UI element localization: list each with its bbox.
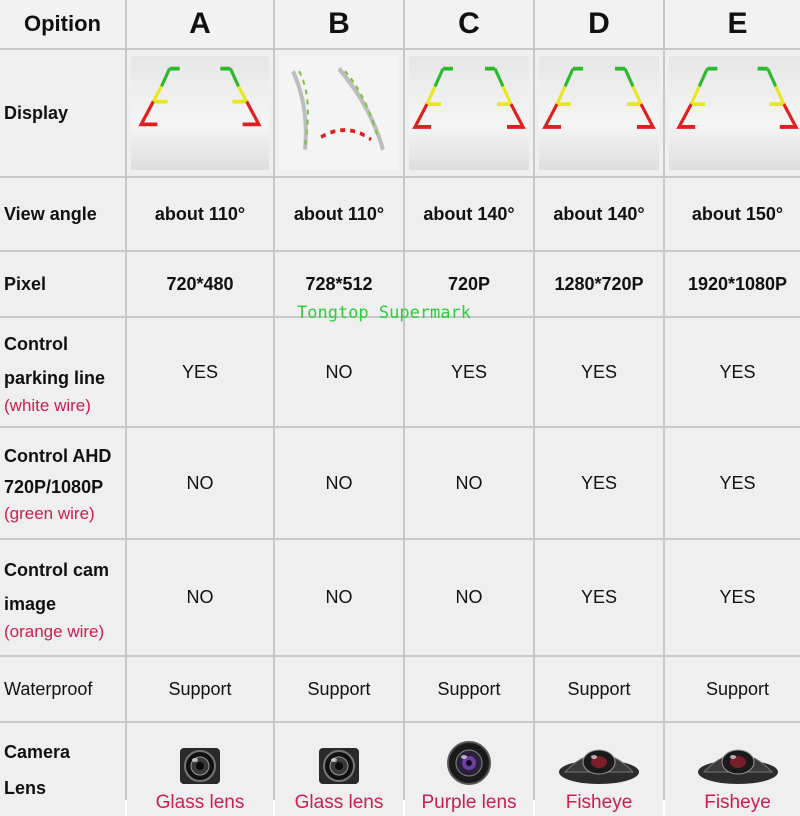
cam-image-c: NO [405, 540, 533, 655]
row-label-camera-lens [0, 723, 125, 816]
row-label-ahd [0, 428, 125, 538]
lens-type: Fisheye [704, 792, 771, 813]
header-corner: Opition [0, 0, 125, 48]
parking-guide-image [669, 56, 800, 170]
view-angle-a: about 110° [127, 178, 273, 250]
parking-line-c: YES [405, 318, 533, 426]
pixel-b: 728*512 [275, 252, 403, 316]
wire-note: (orange wire) [4, 621, 105, 641]
waterproof-c: Support [405, 657, 533, 721]
lens-e [665, 723, 800, 816]
wire-note: (green wire) [4, 504, 95, 523]
parking-line-e: YES [665, 318, 800, 426]
cam-image-d: YES [535, 540, 663, 655]
parking-line-a: YES [127, 318, 273, 426]
waterproof-d: Support [535, 657, 663, 721]
ahd-e: YES [665, 428, 800, 538]
label-line: Control cam [4, 559, 110, 580]
label-line: Camera [4, 741, 71, 762]
label-line: Control AHD [4, 446, 112, 466]
fisheye-lens-icon [696, 742, 780, 786]
display-preview-b [275, 50, 403, 176]
lens-c [405, 723, 533, 816]
glass-lens-icon [317, 746, 361, 786]
pixel-a: 720*480 [127, 252, 273, 316]
row-label-parking-line [0, 318, 125, 426]
lens-a [127, 723, 273, 816]
watermark-text: Tongtop Supermark [297, 303, 471, 323]
header-option-a: A [127, 0, 273, 48]
lens-type: Purple lens [421, 792, 517, 813]
header-option-e: E [665, 0, 800, 48]
label-line: image [4, 593, 57, 614]
view-angle-b: about 110° [275, 178, 403, 250]
pixel-e: 1920*1080P [665, 252, 800, 316]
display-preview-c [405, 50, 533, 176]
label-line: Control [4, 334, 68, 354]
view-angle-c: about 140° [405, 178, 533, 250]
purple-lens-icon [443, 740, 495, 786]
ahd-c: NO [405, 428, 533, 538]
cam-image-a: NO [127, 540, 273, 655]
waterproof-b: Support [275, 657, 403, 721]
header-option-b: B [275, 0, 403, 48]
parking-guide-image [539, 56, 659, 170]
label-line: 720P/1080P [4, 477, 104, 497]
view-angle-e: about 150° [665, 178, 800, 250]
lens-type: Fisheye [565, 792, 633, 813]
lens-type: Glass lens [294, 792, 384, 813]
row-label-view-angle: View angle [0, 178, 125, 250]
parking-guide-image [409, 56, 529, 170]
ahd-d: YES [535, 428, 663, 538]
view-angle-d: about 140° [535, 178, 663, 250]
display-preview-d [535, 50, 663, 176]
header-option-d: D [535, 0, 663, 48]
parking-line-d: YES [535, 318, 663, 426]
waterproof-a: Support [127, 657, 273, 721]
lens-b [275, 723, 403, 816]
header-option-c: C [405, 0, 533, 48]
ahd-b: NO [275, 428, 403, 538]
glass-lens-icon [178, 746, 222, 786]
row-label-display: Display [0, 50, 125, 176]
parking-line-b: NO [275, 318, 403, 426]
pixel-c: 720P [405, 252, 533, 316]
ahd-a: NO [127, 428, 273, 538]
row-label-cam-image [0, 540, 125, 655]
display-preview-a [127, 50, 273, 176]
lens-type: Glass lens [155, 792, 245, 813]
waterproof-e: Support [665, 657, 800, 721]
row-label-waterproof: Waterproof [0, 657, 125, 721]
cam-image-b: NO [275, 540, 403, 655]
parking-guide-image [131, 56, 269, 170]
display-preview-e [665, 50, 800, 176]
fisheye-lens-icon [557, 742, 641, 786]
row-label-pixel: Pixel [0, 252, 125, 316]
dynamic-guide-image [279, 56, 399, 170]
wire-note: (white wire) [4, 396, 91, 415]
label-line: parking line [4, 368, 106, 388]
label-line: Lens [4, 777, 47, 798]
pixel-d: 1280*720P [535, 252, 663, 316]
cam-image-e: YES [665, 540, 800, 655]
lens-d [535, 723, 663, 816]
